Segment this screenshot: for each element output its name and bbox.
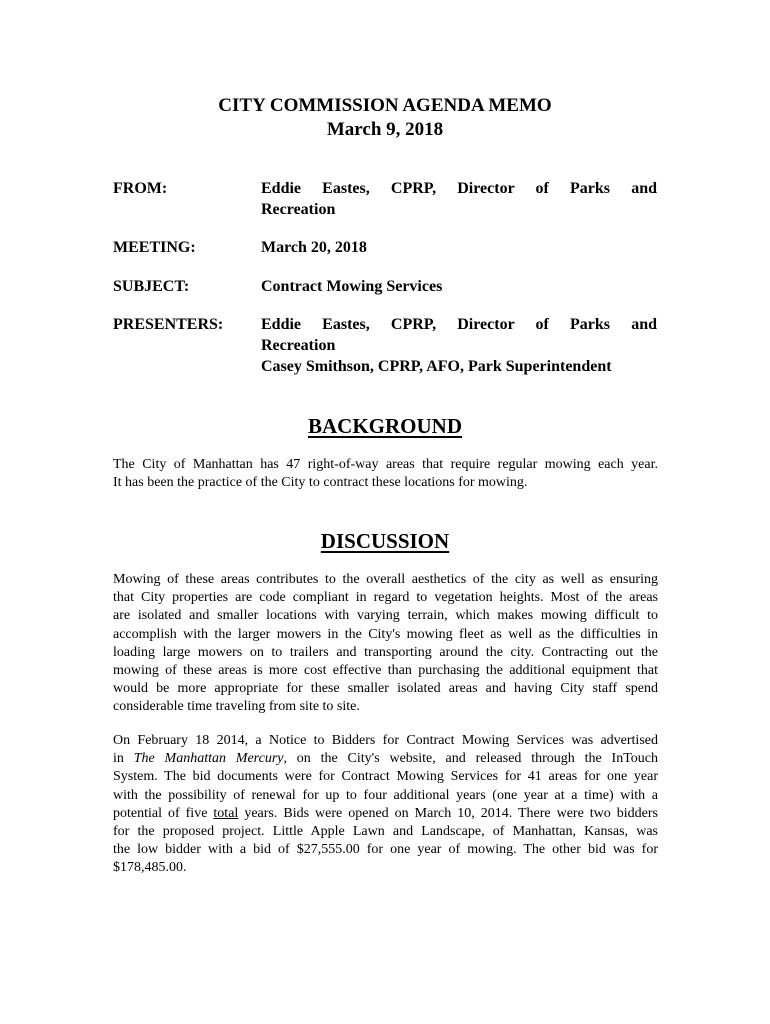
newspaper-name: The Manhattan Mercury <box>133 751 284 767</box>
meeting-label: MEETING: <box>113 239 196 256</box>
discussion-p1-line-1: Mowing of these areas contributes to the overall aesthetics of the city as well as ensuring <box>113 572 658 587</box>
background-line-2: It has been the practice of the City to contract these locations for mowing. <box>113 475 528 491</box>
subject-value: Contract Mowing Services <box>261 278 443 295</box>
discussion-heading: DISCUSSION <box>320 529 450 553</box>
discussion-p1-line-7: would be more appropriate for these smaller isolated areas and having City staff spend <box>113 681 658 697</box>
discussion-p2-line-2-pre: in <box>113 751 134 767</box>
discussion-p2-line-2 <box>113 750 658 768</box>
discussion-p1-line-8: considerable time traveling from site to site. <box>113 699 360 715</box>
presenters-value-line3: Casey Smithson, CPRP, AFO, Park Superintendent <box>261 358 612 375</box>
discussion-p2-line-5 <box>113 805 658 823</box>
discussion-paragraph-1 <box>113 571 658 717</box>
discussion-p2-line-1: On February 18 2014, a Notice to Bidders for Contract Mowing Services was advertised <box>113 733 658 748</box>
discussion-p1-line-3: are isolated and smaller locations with varying terrain, which makes mowing difficult to <box>113 608 658 624</box>
subject-label: SUBJECT: <box>113 278 190 295</box>
memo-date: March 9, 2018 <box>326 119 444 140</box>
meeting-value: March 20, 2018 <box>261 239 367 256</box>
background-paragraph <box>113 456 658 492</box>
discussion-p2-line-4: with the possibility of renewal for up to four additional years (one year at a time) with a <box>113 787 658 803</box>
background-heading: BACKGROUND <box>307 414 462 438</box>
from-label: FROM: <box>113 180 168 197</box>
memo-title: CITY COMMISSION AGENDA MEMO <box>218 95 552 116</box>
presenters-label: PRESENTERS: <box>113 316 224 333</box>
discussion-p1-line-2: that City properties are code compliant in regard to vegetation heights. Most of the areas <box>113 590 658 606</box>
background-line-1: The City of Manhattan has 47 right-of-way areas that require regular mowing each year. <box>113 457 658 472</box>
discussion-p2-line-7: the low bidder with a bid of $27,555.00 for one year of mowing. The other bid was for <box>113 842 658 858</box>
discussion-p1-line-5: loading large mowers on to trailers and transporting around the city. Contracting out the <box>113 644 658 660</box>
discussion-p2-line-6: for the proposed project. Little Apple Lawn and Landscape, of Manhattan, Kansas, was <box>113 824 658 840</box>
discussion-p2-line-2-post: , on the City's website, and released through the InTouch <box>283 751 658 767</box>
discussion-p1-line-6: mowing of these areas is more cost effective than purchasing the additional equipment that <box>113 663 658 679</box>
presenters-value-line1: Eddie Eastes, CPRP, Director of Parks and <box>261 316 657 333</box>
discussion-p2-line-5-post: years. Bids were opened on March 10, 2014. There were two bidders <box>238 805 658 821</box>
from-value-line1: Eddie Eastes, CPRP, Director of Parks and <box>261 180 657 197</box>
underlined-total: total <box>213 805 239 821</box>
from-value-line2: Recreation <box>261 201 336 218</box>
discussion-p2-line-3: System. The bid documents were for Contract Mowing Services for 41 areas for one year <box>113 769 658 785</box>
discussion-p2-line-5-pre: potential of five <box>113 805 214 821</box>
discussion-p1-line-4: accomplish with the larger mowers in the City's mowing fleet as well as the difficulties in <box>113 626 658 642</box>
discussion-paragraph-2 <box>113 732 658 878</box>
presenters-value-line2: Recreation <box>261 337 336 354</box>
discussion-p2-line-8: $178,485.00. <box>113 860 187 876</box>
